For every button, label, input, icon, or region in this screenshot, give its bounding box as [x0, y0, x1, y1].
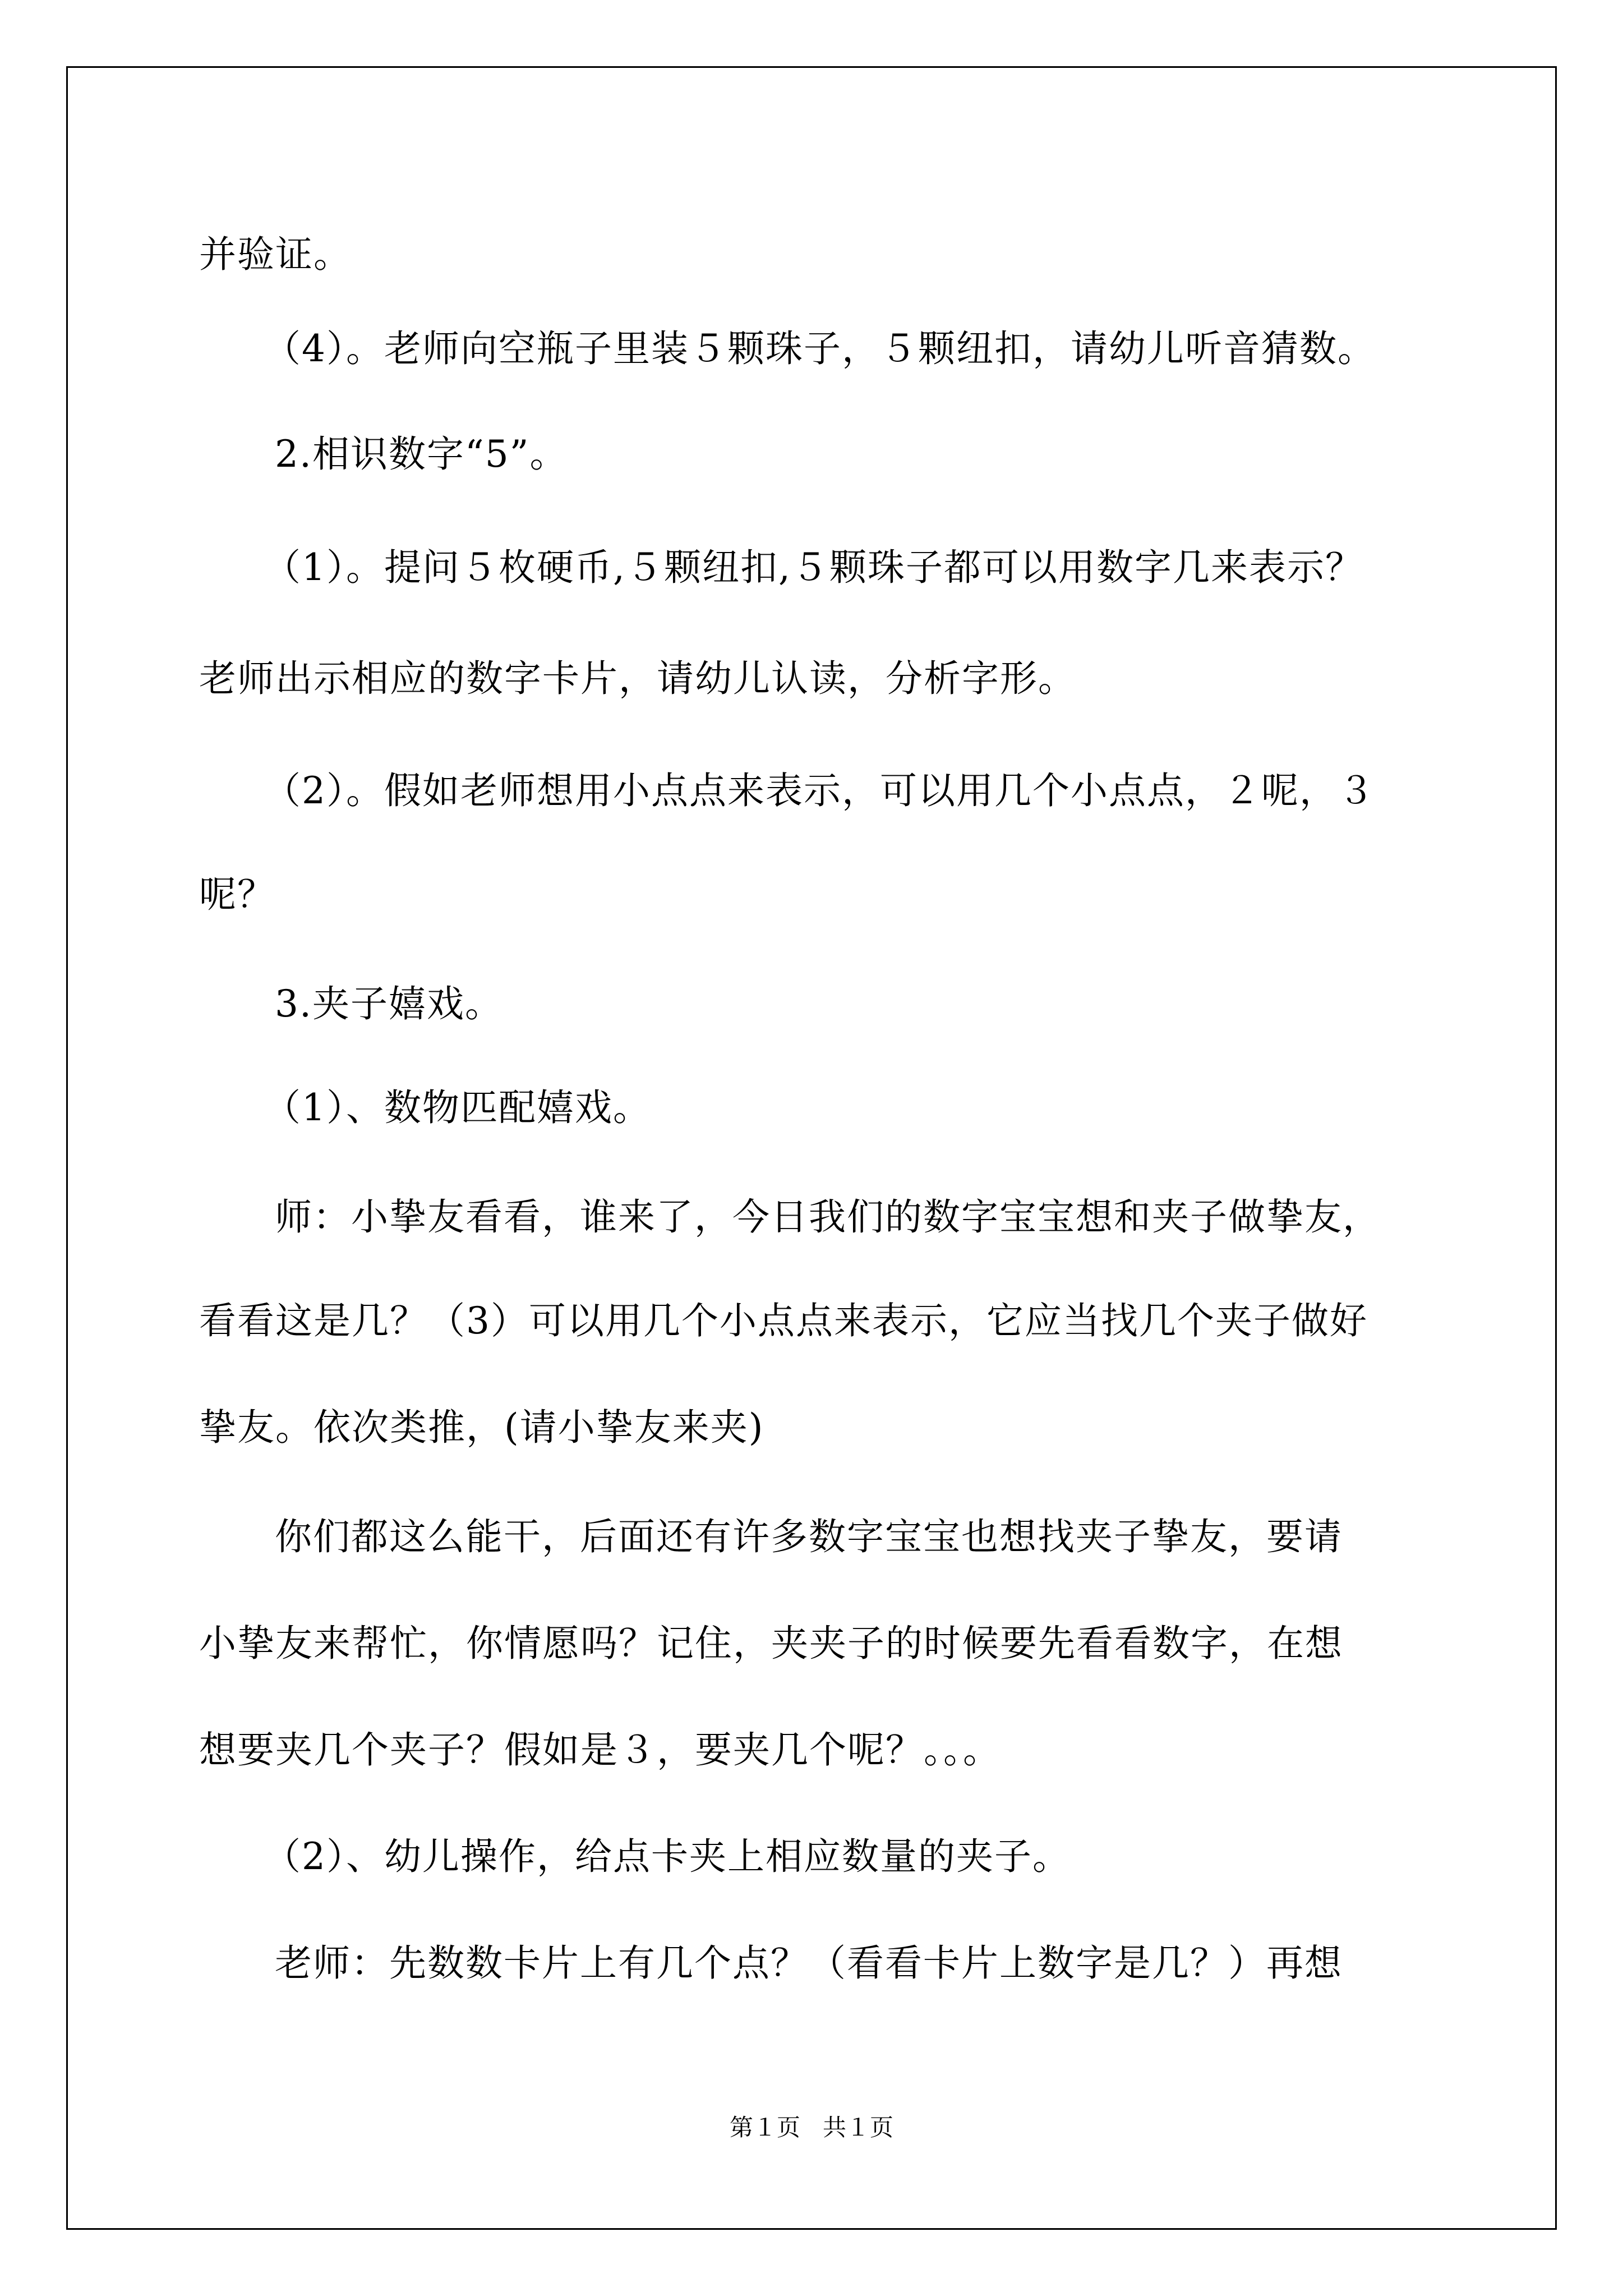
text-line: （1）、数物匹配嬉戏。: [264, 1086, 651, 1129]
text-line: 2.相识数字“5”。: [275, 432, 568, 476]
text-line: 想要夹几个夹子？假如是３，要夹几个呢？。。。: [199, 1728, 1001, 1772]
text-line: （4）。老师向空瓶子里装５颗珠子，５颗纽扣，请幼儿听音猜数。: [264, 327, 1376, 370]
text-line: 3.夹子嬉戏。: [275, 982, 503, 1025]
text-line: 老师：先数数卡片上有几个点？（看看卡片上数字是几？）再想: [275, 1941, 1343, 1985]
text-line: （1）。提问５枚硬币,５颗纽扣,５颗珠子都可以用数字几来表示？: [264, 546, 1363, 589]
text-line: （2）、幼儿操作，给点卡夹上相应数量的夹子。: [264, 1835, 1071, 1878]
text-line: 看看这是几？（3）可以用几个小点点来表示，它应当找几个夹子做好: [199, 1299, 1368, 1342]
text-line: 并验证。: [199, 233, 352, 276]
text-line: 挚友。依次类推，(请小挚友来夹): [199, 1406, 764, 1449]
text-line: 老师出示相应的数字卡片，请幼儿认读，分析字形。: [199, 657, 1076, 700]
text-line: 你们都这么能干，后面还有许多数字宝宝也想找夹子挚友，要请: [275, 1515, 1343, 1558]
page-border: [66, 66, 1557, 2230]
text-line: 呢？: [199, 873, 275, 916]
text-line: （2）。假如老师想用小点点来表示，可以用几个小点点，２呢，３: [264, 769, 1376, 812]
text-line: 师：小挚友看看，谁来了，今日我们的数字宝宝想和夹子做挚友，: [275, 1195, 1381, 1239]
text-line: 小挚友来帮忙，你情愿吗？记住，夹夹子的时候要先看看数字，在想: [199, 1622, 1343, 1665]
page-footer: 第１页 共１页: [729, 2114, 894, 2141]
